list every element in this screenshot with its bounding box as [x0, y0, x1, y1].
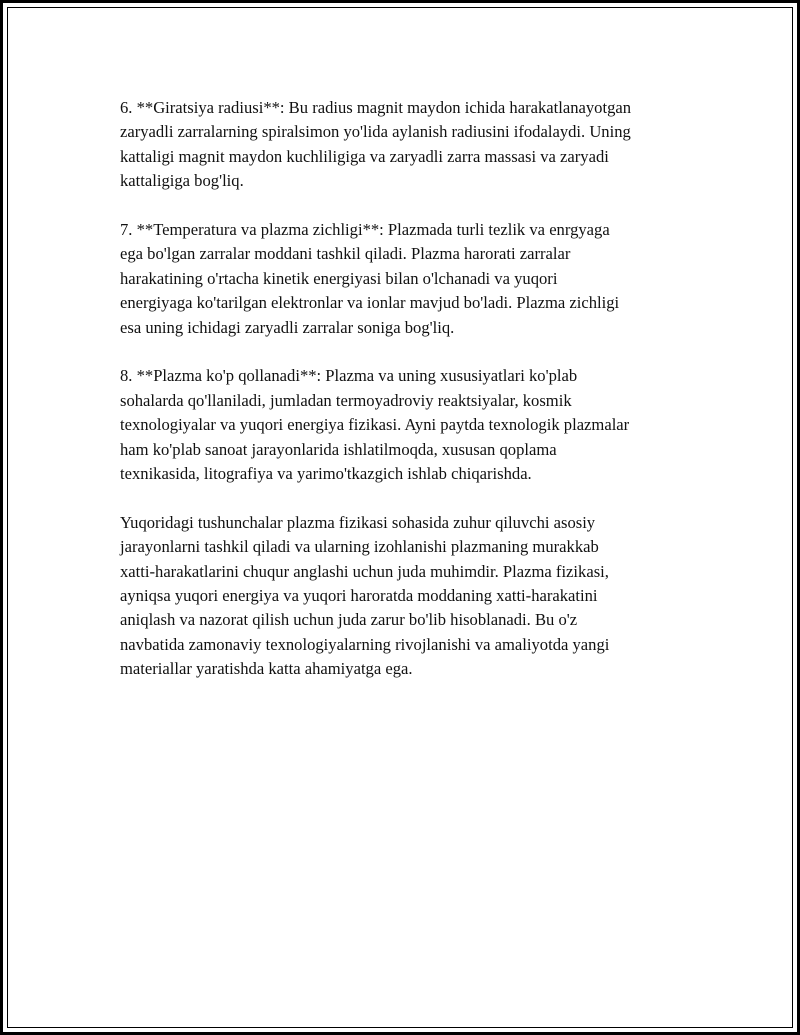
document-body [120, 96, 700, 706]
paragraph-plasma-applications [120, 364, 700, 486]
text-line: ayniqsa yuqori energiya va yuqori haroratda moddaning xatti-harakatini [120, 586, 598, 606]
text-line: 6. **Giratsiya radiusi**: Bu radius magnit maydon ichida harakatlanayotgan [120, 98, 632, 117]
text-line: texnikasida, litografiya va yarimo'tkazgich ishlab chiqarishda. [120, 464, 532, 484]
text-line: energiyaga ko'tarilgan elektronlar va ionlar mavjud bo'ladi. Plazma zichligi [120, 293, 620, 313]
text-line: xatti-harakatlarini chuqur anglashi uchun juda muhimdir. Plazma fizikasi, [120, 561, 609, 581]
text-line: materiallar yaratishda katta ahamiyatga ega. [120, 659, 413, 679]
paragraph-temperature-density [120, 218, 700, 340]
text-line: zaryadli zarralarning spiralsimon yo'lida aylanish radiusini ifodalaydi. Uning [120, 122, 631, 142]
text-line: texnologiyalar va yuqori energiya fizikasi. Ayni paytda texnologik plazmalar [120, 415, 630, 435]
text-line: esa uning ichidagi zaryadli zarralar soniga bog'liq. [120, 317, 455, 337]
text-line: aniqlash va nazorat qilish uchun juda zarur bo'lib hisoblanadi. Bu o'z [120, 610, 578, 630]
text-line: kattaligiga bog'liq. [120, 171, 244, 191]
text-line: 7. **Temperatura va plazma zichligi**: Plazmada turli tezlik va enrgyaga [120, 220, 610, 240]
paragraph-gyration-radius [120, 96, 700, 194]
paragraph-conclusion [120, 511, 700, 682]
text-line: ham ko'plab sanoat jarayonlarida ishlatilmoqda, xususan qoplama [120, 439, 557, 459]
text-line: navbatida zamonaviy texnologiyalarning rivojlanishi va amaliyotda yangi [120, 634, 610, 654]
text-line: Yuqoridagi tushunchalar plazma fizikasi sohasida zuhur qiluvchi asosiy [120, 512, 596, 532]
text-line: ega bo'lgan zarralar moddani tashkil qiladi. Plazma harorati zarralar [120, 244, 571, 264]
text-line: jarayonlarni tashkil qiladi va ularning izohlanishi plazmaning murakkab [120, 537, 599, 557]
text-line: harakatining o'rtacha kinetik energiyasi bilan o'lchanadi va yuqori [120, 268, 558, 288]
text-line: 8. **Plazma ko'p qollanadi**: Plazma va uning xususiyatlari ko'plab [120, 366, 578, 386]
text-line: sohalarda qo'llaniladi, jumladan termoyadroviy reaktsiyalar, kosmik [120, 390, 572, 410]
text-line: kattaligi magnit maydon kuchliligiga va zaryadli zarra massasi va zaryadi [120, 146, 609, 166]
